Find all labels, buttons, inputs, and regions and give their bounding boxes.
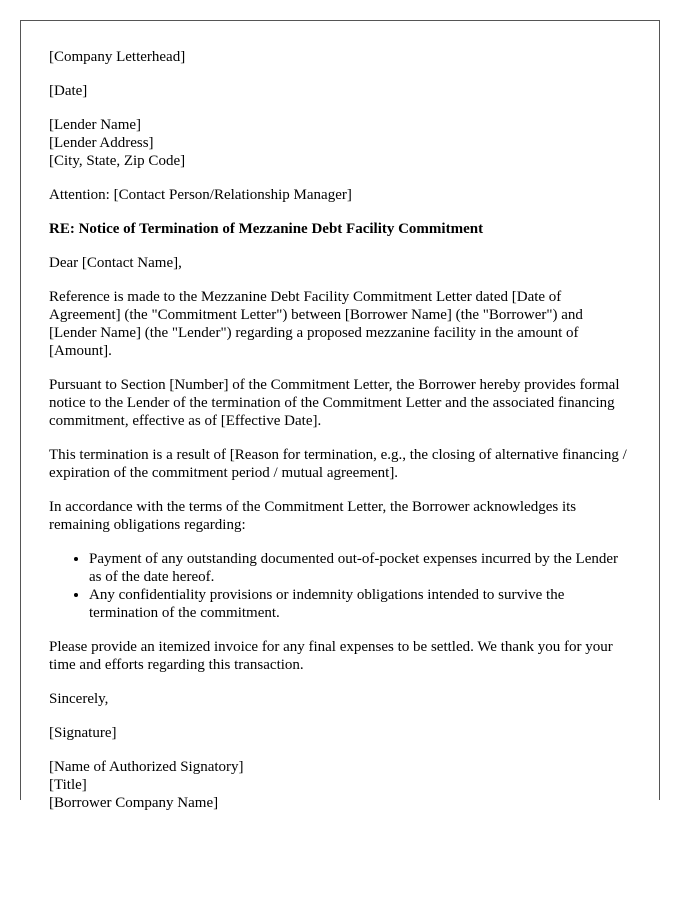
- lender-address: [Lender Address]: [49, 135, 154, 151]
- company-letterhead: [Company Letterhead]: [49, 49, 186, 65]
- sign-off: Sincerely,: [49, 691, 109, 707]
- lender-city-state-zip: [City, State, Zip Code]: [49, 153, 186, 169]
- paragraph-termination-notice: Pursuant to Section [Number] of the Commitment Letter, the Borrower hereby provides formal notice to the Lender of the termination of the Commitment Letter and the associated financing commitment, effective as of [Effective Date].: [49, 377, 620, 429]
- signature-placeholder: [Signature]: [49, 725, 117, 741]
- obligations-list: [49, 550, 627, 622]
- list-item: • Payment of any outstanding documented out-of-pocket expenses incurred by the Lender as of the date hereof.: [89, 550, 627, 586]
- signatory-name: [Name of Authorized Signatory]: [49, 759, 244, 775]
- signatory-title: [Title]: [49, 777, 87, 793]
- list-item: • Any confidentiality provisions or indemnity obligations intended to survive the termination of the commitment.: [89, 586, 627, 622]
- attention-line: Attention: [Contact Person/Relationship Manager]: [49, 187, 352, 203]
- paragraph-termination-reason: This termination is a result of [Reason for termination, e.g., the closing of alternative financing / expiration of the commitment period / mutual agreement].: [49, 447, 627, 481]
- lender-name: [Lender Name]: [49, 117, 142, 133]
- letter-date: [Date]: [49, 83, 88, 99]
- signatory-block: [49, 758, 627, 812]
- paragraph-closing: Please provide an itemized invoice for any final expenses to be settled. We thank you for your time and efforts regarding this transaction.: [49, 639, 613, 673]
- salutation: Dear [Contact Name],: [49, 255, 182, 271]
- lender-address-block: [49, 116, 627, 170]
- letter-page: [20, 20, 660, 811]
- subject-line: RE: Notice of Termination of Mezzanine Debt Facility Commitment: [49, 221, 484, 237]
- letter-body: [49, 48, 627, 828]
- paragraph-reference: Reference is made to the Mezzanine Debt Facility Commitment Letter dated [Date of Agreement] (the "Commitment Letter") between [Borrower Name] (the "Borrower") and [Lender Name] (the "Lender") regarding a proposed mezzanine facility in the amount of [Amount].: [49, 289, 583, 359]
- signatory-company: [Borrower Company Name]: [49, 795, 219, 811]
- paragraph-obligations-intro: In accordance with the terms of the Commitment Letter, the Borrower acknowledges its remaining obligations regarding:: [49, 499, 577, 533]
